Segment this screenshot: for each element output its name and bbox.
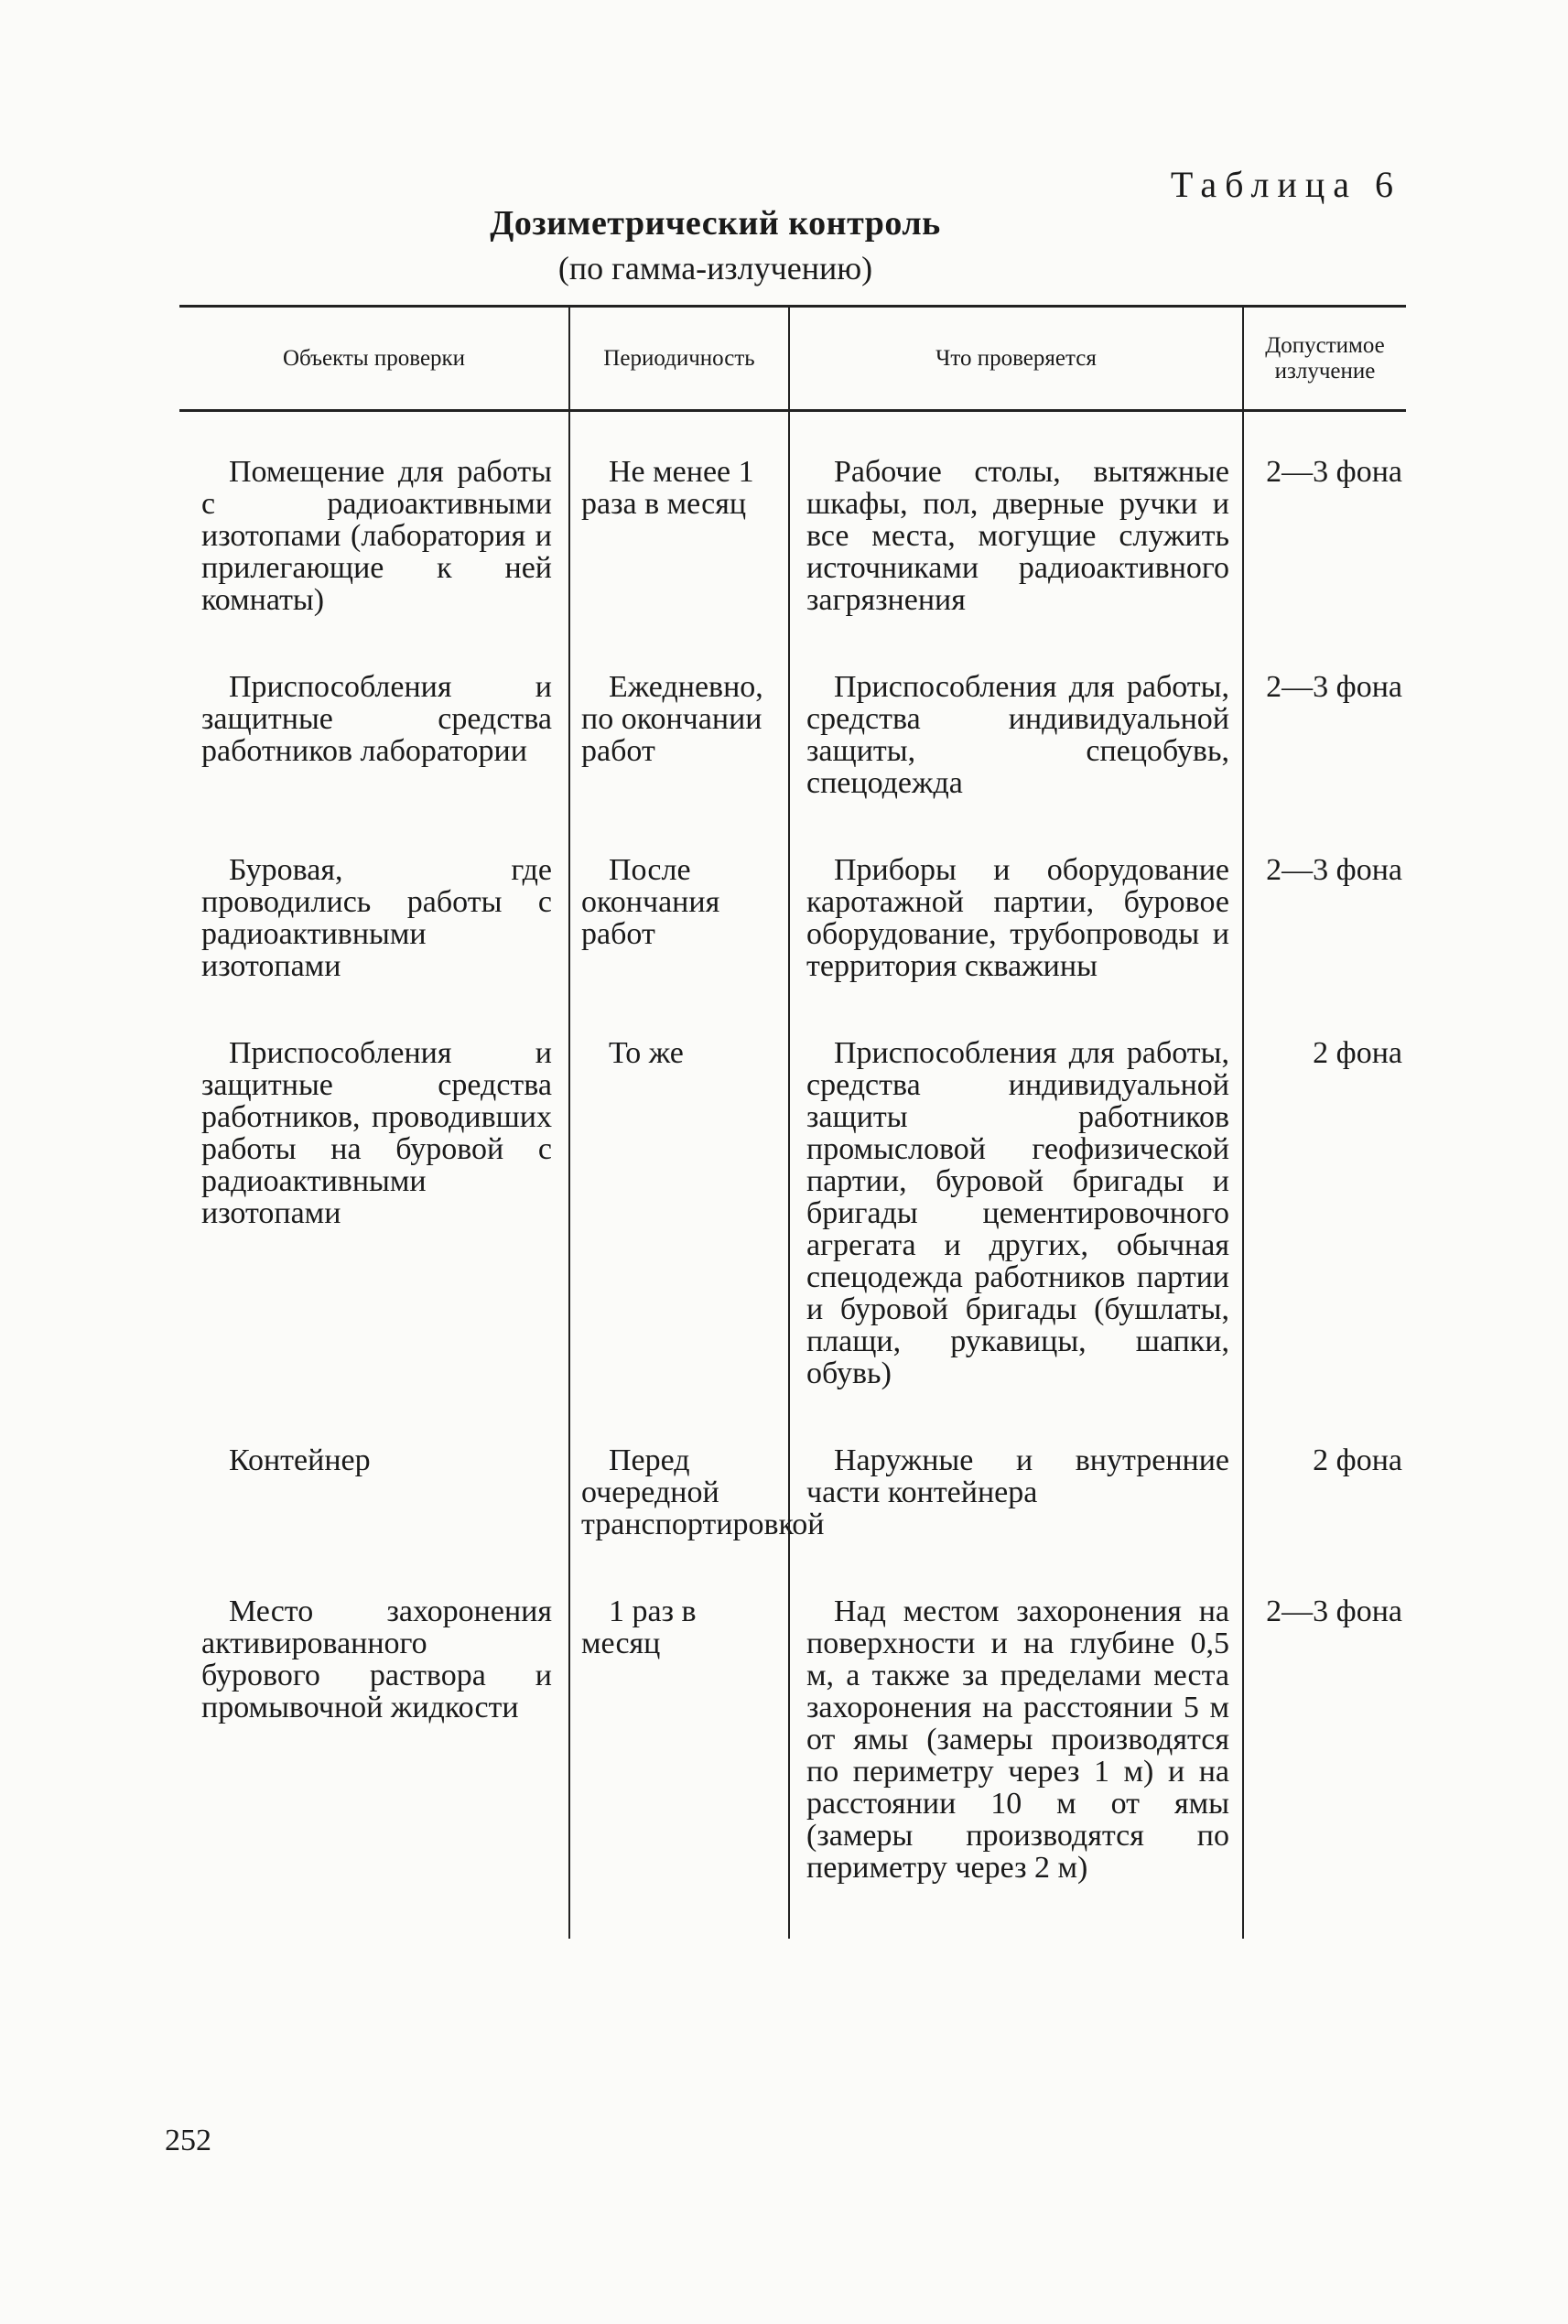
page-number: 252 (165, 2124, 211, 2157)
cell-checked: Рабочие столы, вытяжные шкафы, пол, дверные ручки и все места, могущие служить источниками радиоактивного загрязнения (806, 455, 1229, 617)
header-row (179, 307, 1406, 411)
header-checked: Что проверяется (789, 307, 1243, 411)
cell-object: Приспособления и защитные средства работников лаборатории (201, 670, 552, 768)
cell-period: То же (609, 1036, 684, 1070)
cell-period: После окончания работ (581, 853, 720, 951)
cell-limit: 2—3 фона (1266, 670, 1402, 704)
table-row (179, 411, 1406, 628)
table-subtitle: (по гамма-излучению) (557, 250, 873, 286)
header-objects: Объекты проверки (179, 307, 569, 411)
cell-period: Перед очередной транспортировкой (581, 1443, 825, 1541)
table-row (179, 810, 1406, 993)
table-title: Дозиметрический контроль (490, 204, 941, 243)
cell-object: Контейнер (229, 1443, 371, 1477)
cell-limit: 2—3 фона (1266, 455, 1402, 489)
cell-checked: Приборы и оборудование каротажной партии, буровое оборудование, трубопроводы и территория скважины (806, 853, 1229, 983)
cell-object: Место захоронения активированного бурового раствора и промывочной жидкости (201, 1594, 552, 1724)
cell-checked: Приспособления для работы, средства индивидуальной защиты работников промысловой геофизической партии, буровой бригады и бригады цементировочного агрегата и других, обычная спецодежда работников партии и буровой бригады (бушлаты, плащи, рукавицы, шапки, обувь) (806, 1036, 1229, 1390)
table-row (179, 1400, 1406, 1551)
cell-period: 1 раз в месяц (581, 1594, 697, 1660)
table-row (179, 627, 1406, 810)
table-header (179, 307, 1406, 411)
cell-limit: 2—3 фона (1266, 853, 1402, 887)
table-row (179, 993, 1406, 1400)
cell-checked: Приспособления для работы, средства индивидуальной защиты, спецобувь, спецодежда (806, 670, 1229, 800)
cell-period: Не менее 1 раза в месяц (581, 455, 754, 521)
table-body (179, 411, 1406, 1940)
cell-checked: Над местом захоронения на поверхности и на глубине 0,5 м, а также за пределами места захоронения на расстоянии 5 м от ямы (замеры производятся по периметру через 1 м) и на расстоянии 10 м от ямы (замеры производятся по периметру через 2 м) (806, 1594, 1229, 1885)
cell-object: Помещение для работы с радиоактивными изотопами (лаборатория и прилегающие к ней комнаты) (201, 455, 552, 617)
cell-limit: 2—3 фона (1266, 1594, 1402, 1628)
cell-object: Приспособления и защитные средства работников, проводивших работы на буровой с радиоактивными изотопами (201, 1036, 552, 1230)
cell-object: Буровая, где проводились работы с радиоактивными изотопами (201, 853, 552, 983)
table-label: Таблица 6 (1170, 164, 1401, 205)
table-row (179, 1551, 1406, 1939)
title-block (0, 203, 1568, 287)
cell-checked: Наружные и внутренние части контейнера (806, 1443, 1229, 1509)
cell-period: Ежедневно, по окончании работ (581, 670, 763, 768)
cell-limit: 2 фона (1313, 1443, 1402, 1477)
header-limit: Допустимое излучение (1243, 307, 1406, 411)
dosimetric-control-table (179, 305, 1406, 1939)
header-period: Периодичность (569, 307, 789, 411)
cell-limit: 2 фона (1313, 1036, 1402, 1070)
